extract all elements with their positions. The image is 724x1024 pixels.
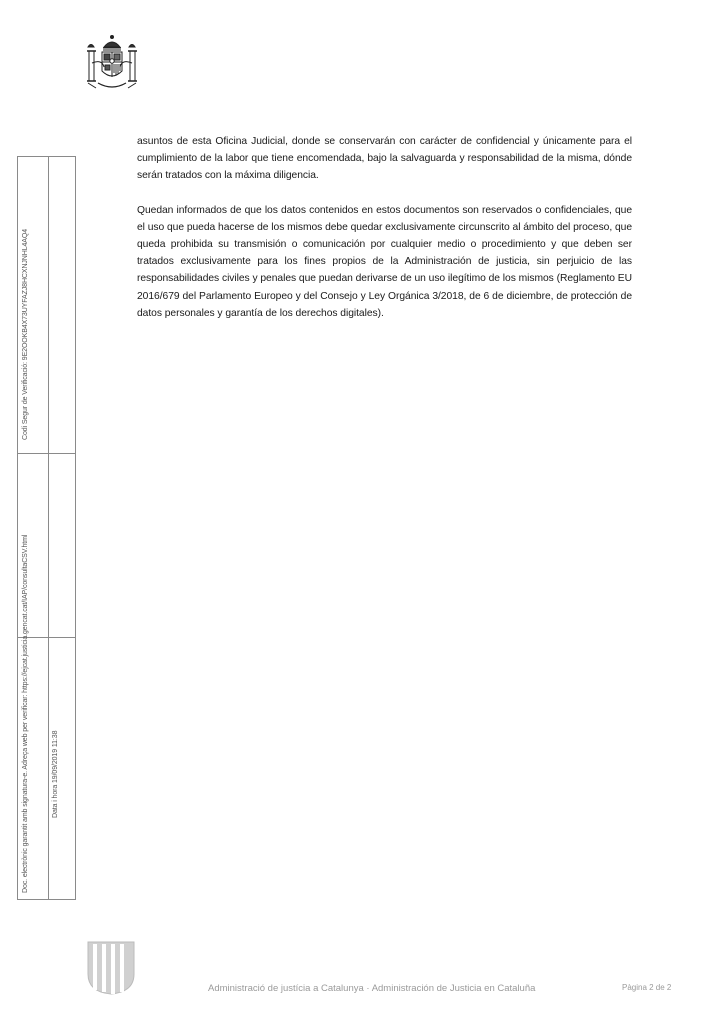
catalonia-emblem-icon: [86, 940, 136, 996]
document-body: [137, 133, 632, 339]
verification-code: Codi Segur de Verificació: 9E2OOKB4X73UYFAZJ8HCXNJNHL4AQ4: [22, 228, 29, 440]
paragraph: Quedan informados de que los datos contenidos en estos documentos son reservados o confidenciales, que el uso que pueda hacerse de los mismos debe quedar exclusivamente circunscrito al ámbito del proceso, que queda prohibida su transmisión o comunicación por cualquier medio o procedimiento y que deben ser tratados exclusivamente para los fines propios de la Administración de justicia, sin perjuicio de las responsabilidades civiles y penales que puedan derivarse de un uso ilegítimo de los mismos (Reglamento EU 2016/679 del Parlamento Europeo y del Consejo y Ley Orgánica 3/2018, de 6 de diciembre, de protección de datos personales y garantía de los derechos digitales).: [137, 204, 633, 319]
verification-url: Doc. electrònic garantit amb signatura-e. Adreça web per verificar: https://ejcat.justicia.gencat.cat/IAP/consultaCSV.html: [22, 534, 29, 893]
page-number: Pàgina 2 de 2: [622, 983, 672, 992]
signature-date: Data i hora 19/09/2019 11:38: [52, 730, 59, 818]
footer-administration: Administració de justícia a Catalunya · Administración de Justicia en Cataluña: [208, 983, 536, 994]
spanish-coat-of-arms-icon: [84, 33, 140, 93]
paragraph: asuntos de esta Oficina Judicial, donde se conservarán con carácter de confidencial y únicamente para el cumplimiento de la labor que tiene encomendada, bajo la salvaguarda y responsabilidad de la misma, dónde serán tratados con la máxima diligencia.: [137, 136, 632, 182]
